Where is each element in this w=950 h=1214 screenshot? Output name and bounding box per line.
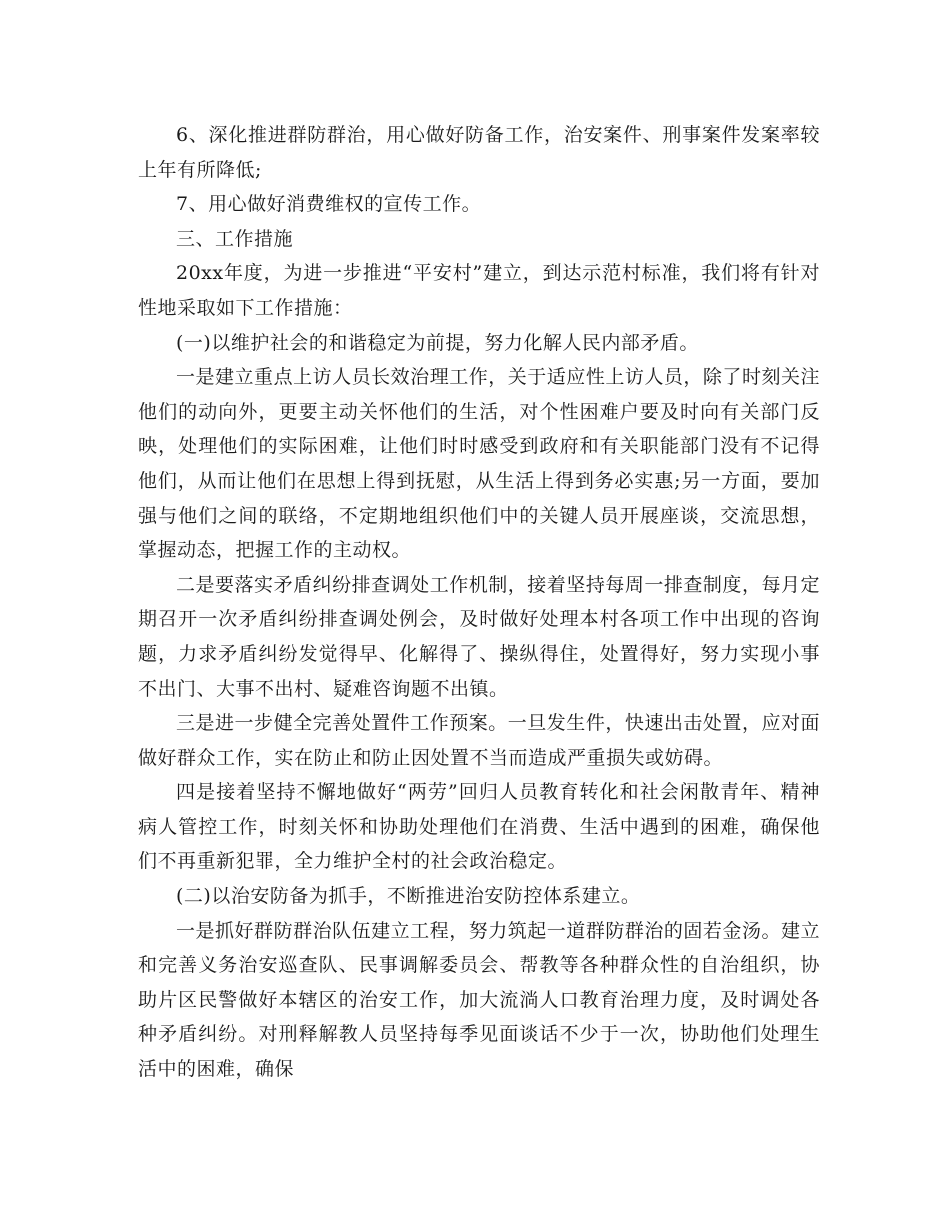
paragraph-measure-one-a: 一是建立重点上访人员长效治理工作，关于适应性上访人员，除了时刻关注他们的动向外，更要主动关怀他们的生活，对个性困难户要及时向有关部门反映，处理他们的实际困难，让他们时时感受到政府和有关职能部门没有不记得他们，从而让他们在思想上得到抚慰，从生活上得到务必实惠;另一方面，要加强与他们之间的联络，不定期地组织他们中的关键人员开展座谈，交流思想，掌握动态，把握工作的主动权。 (138, 366, 820, 562)
document-body (138, 118, 820, 1087)
subheading-one: (一)以维护社会的和谐稳定为前提，努力化解人民内部矛盾。 (176, 331, 699, 354)
paragraph-item-6: 6、深化推进群防群治，用心做好防备工作，治安案件、刑事案件发案率较上年有所降低; (138, 124, 820, 181)
paragraph-intro-measures: 20xx年度，为进一步推进“平安村”建立，到达示范村标准，我们将有针对性地采取如下工作措施： (138, 262, 820, 319)
subheading-two: (二)以治安防备为抓手，不断推进治安防控体系建立。 (176, 885, 641, 908)
paragraph-item-7: 7、用心做好消费维权的宣传工作。 (176, 193, 482, 216)
paragraph-measure-two-a: 一是抓好群防群治队伍建立工程，努力筑起一道群防群治的固若金汤。建立和完善义务治安巡查队、民事调解委员会、帮教等各种群众性的自治组织，协助片区民警做好本辖区的治安工作，加大流淌人口教育治理力度，及时调处各种矛盾纠纷。对刑释解教人员坚持每季见面谈话不少于一次，协助他们处理生活中的困难，确保 (138, 919, 820, 1081)
paragraph-measure-one-c: 三是进一步健全完善处置件工作预案。一旦发生件，快速出击处置，应对面做好群众工作，实在防止和防止因处置不当而造成严重损失或妨碍。 (138, 712, 820, 769)
paragraph-measure-one-d: 四是接着坚持不懈地做好“两劳”回归人员教育转化和社会闲散青年、精神病人管控工作，时刻关怀和协助处理他们在消费、生活中遇到的困难，确保他们不再重新犯罪，全力维护全村的社会政治稳定。 (138, 781, 820, 873)
paragraph-measure-one-b: 二是要落实矛盾纠纷排查调处工作机制，接着坚持每周一排查制度，每月定期召开一次矛盾纠纷排查调处例会，及时做好处理本村各项工作中出现的咨询题，力求矛盾纠纷发觉得早、化解得了、操纵得住，处置得好，努力实现小事不出门、大事不出村、疑难咨询题不出镇。 (138, 573, 820, 700)
section-heading-work-measures: 三、工作措施 (176, 227, 294, 250)
